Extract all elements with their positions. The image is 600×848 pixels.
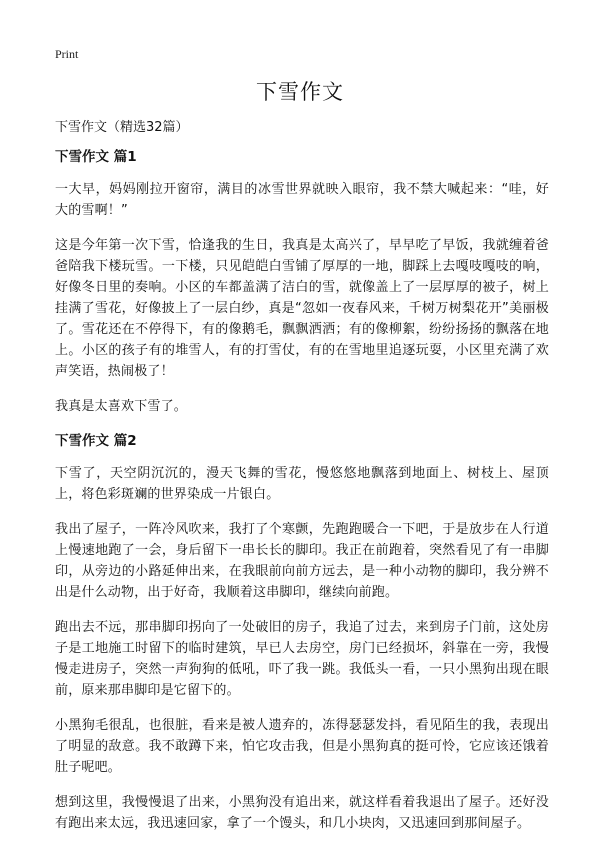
print-link[interactable]: Print bbox=[55, 47, 79, 61]
section-heading-1: 下雪作文 篇1 bbox=[55, 149, 137, 165]
section-heading-2: 下雪作文 篇2 bbox=[55, 433, 137, 449]
paragraph: 小黑狗毛很乱，也很脏，看来是被人遗弃的，冻得瑟瑟发抖，看见陌生的我，表现出了明显的敌意。我不敢蹲下来，怕它攻击我，但是小黑狗真的挺可怜，它应该还饿着肚子呢吧。 bbox=[55, 718, 549, 775]
document-subtitle: 下雪作文（精选32篇） bbox=[55, 120, 189, 135]
document-body bbox=[55, 147, 549, 848]
paragraph: 一大早，妈妈刚拉开窗帘，满目的冰雪世界就映入眼帘，我不禁大喊起来：“哇，好大的雪啊！” bbox=[55, 182, 549, 218]
page-title: 下雪作文 bbox=[256, 80, 344, 104]
paragraph: 我出了屋子，一阵冷风吹来，我打了个寒颤，先跑跑暖合一下吧，于是放步在人行道上慢速地跑了一会，身后留下一串长长的脚印。我正在前跑着，突然看见了有一串脚印，从旁边的小路延伸出来，在我眼前向前方远去，是一种小动物的脚印，我分辨不出是什么动物，出于好奇，我顺着这串脚印，继续向前跑。 bbox=[55, 522, 549, 600]
paragraph: 跑出去不远，那串脚印拐向了一处破旧的房子，我追了过去，来到房子门前，这处房子是工地施工时留下的临时建筑，早已人去房空，房门已经损坏，斜靠在一旁，我慢慢走进房子，突然一声狗狗的低吼，吓了我一跳。我低头一看，一只小黑狗出现在眼前，原来那串脚印是它留下的。 bbox=[55, 620, 549, 698]
paragraph: 下雪了，天空阴沉沉的，漫天飞舞的雪花，慢悠悠地飘落到地面上、树枝上、屋顶上，将色彩斑斓的世界染成一片银白。 bbox=[55, 466, 549, 502]
paragraph: 想到这里，我慢慢退了出来，小黑狗没有追出来，就这样看着我退出了屋子。还好没有跑出来太远，我迅速回家，拿了一个馒头，和几小块肉，又迅速回到那间屋子。 bbox=[55, 795, 549, 831]
paragraph: 这是今年第一次下雪，恰逢我的生日，我真是太高兴了，早早吃了早饭，我就缠着爸爸陪我下楼玩雪。一下楼，只见皑皑白雪铺了厚厚的一地，脚踩上去嘎吱嘎吱的响，好像冬日里的奏响。小区的车都盖满了洁白的雪，就像盖上了一层厚厚的被子，树上挂满了雪花，好像披上了一层白纱，真是“忽如一夜春风来，千树万树梨花开”美丽极了。雪花还在不停得下，有的像鹅毛，飘飘洒洒；有的像柳絮，纷纷扬扬的飘落在地上。小区的孩子有的堆雪人，有的打雪仗，有的在雪地里追逐玩耍，小区里充满了欢声笑语，热闹极了！ bbox=[55, 238, 549, 379]
paragraph: 我真是太喜欢下雪了。 bbox=[55, 399, 188, 414]
